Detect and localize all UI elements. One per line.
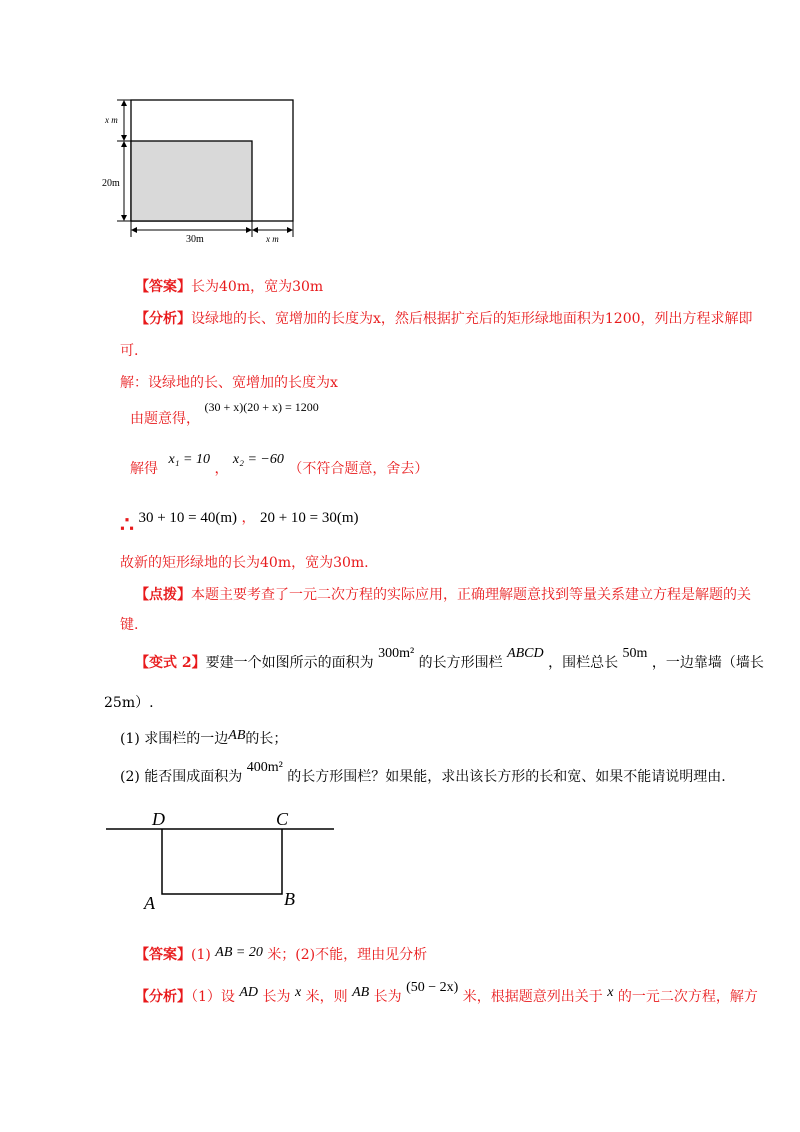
variant-area: 300m² bbox=[378, 646, 415, 661]
variant-answer-line bbox=[135, 944, 427, 964]
variant-text-b: 的长方形围栏 bbox=[418, 655, 503, 671]
variant-answer-tag: 【答案】 bbox=[135, 947, 191, 963]
variant-answer-a: (1) bbox=[191, 947, 211, 963]
variant-text-a: 要建一个如图所示的面积为 bbox=[205, 655, 374, 671]
variant-text-c: ，围栏总长 bbox=[548, 655, 619, 671]
solution-line-3-prefix: 解得 bbox=[130, 461, 158, 477]
figure-fence-abcd bbox=[100, 805, 340, 915]
variant-analysis-line bbox=[135, 980, 758, 1006]
question-2-area: 400m² bbox=[246, 760, 283, 775]
variant-50m: 50m bbox=[622, 646, 648, 661]
variant-analysis-ab: AB bbox=[352, 985, 370, 1000]
root-note: （不符合题意，舍去） bbox=[288, 461, 429, 477]
label-A: A bbox=[144, 893, 155, 913]
analysis-line-2: 可. bbox=[120, 343, 139, 359]
answer-line bbox=[135, 276, 323, 296]
question-2-end: 的长方形围栏？如果能，求出该长方形的长和宽、如果不能请说明理由. bbox=[287, 769, 726, 785]
answer-tag: 【答案】 bbox=[135, 279, 191, 295]
solution-line-2-prefix: 由题意得， bbox=[130, 411, 200, 427]
variant-analysis-d: 长为 bbox=[373, 989, 402, 1005]
variant-answer-b: 米；(2)不能，理由见分析 bbox=[267, 947, 428, 963]
width-calc: 20 + 10 = 30(m) bbox=[259, 510, 359, 526]
inner-gray-rectangle bbox=[131, 141, 252, 221]
variant-line-1 bbox=[135, 646, 764, 672]
label-xm-left: x m bbox=[105, 115, 118, 125]
question-1 bbox=[120, 728, 287, 748]
variant-analysis-a: （1）设 bbox=[191, 989, 235, 1005]
length-calc: 30 + 10 = 40(m) bbox=[138, 510, 238, 526]
label-30m: 30m bbox=[186, 234, 204, 245]
tip-tag: 【点拨】 bbox=[135, 587, 191, 603]
figure-green-rectangle bbox=[100, 95, 300, 245]
variant-analysis-ad: AD bbox=[239, 985, 259, 1000]
variant-analysis-f: 的一元二次方程，解方 bbox=[617, 989, 758, 1005]
question-1-ab: AB bbox=[228, 728, 246, 743]
variant-analysis-x2: x bbox=[607, 985, 614, 1000]
question-1-text: (1) 求围栏的一边 bbox=[120, 731, 229, 747]
root-x1: x₁ = 10 bbox=[168, 452, 210, 467]
variant-abcd: ABCD bbox=[507, 646, 544, 661]
solution-line-3: 解得 x₁ = 10 ， x₂ = −60 （不符合题意，舍去） bbox=[130, 452, 429, 477]
analysis-text-1: 设绿地的长、宽增加的长度为x，然后根据扩充后的矩形绿地面积为1200，列出方程求解即 bbox=[191, 311, 753, 327]
label-C: C bbox=[276, 809, 289, 829]
variant-tag: 【变式 2】 bbox=[135, 655, 206, 671]
variant-line-2: 25m）. bbox=[104, 695, 154, 711]
tip-line-1 bbox=[135, 584, 751, 604]
question-2 bbox=[120, 760, 726, 786]
solution-line-1: 解：设绿地的长、宽增加的长度为x bbox=[120, 375, 338, 391]
variant-analysis-e: 米，根据题意列出关于 bbox=[462, 989, 603, 1005]
answer-text: 长为40m，宽为30m bbox=[191, 279, 324, 295]
question-2-text: (2) 能否围成面积为 bbox=[120, 769, 243, 785]
analysis-line-1 bbox=[135, 308, 753, 328]
equation-main: (30 + x)(20 + x) = 1200 bbox=[204, 400, 319, 414]
question-1-end: 的长； bbox=[245, 731, 288, 747]
variant-answer-eq: AB = 20 bbox=[215, 945, 263, 960]
label-D: D bbox=[152, 809, 165, 829]
label-xm-bottom: x m bbox=[266, 234, 279, 244]
solution-line-4: ∴ 30 + 10 = 40(m) ， 20 + 10 = 30(m) bbox=[120, 510, 359, 538]
tip-line-2: 键. bbox=[120, 617, 139, 633]
analysis-tag: 【分析】 bbox=[135, 311, 191, 327]
fence-outline bbox=[162, 829, 282, 894]
root-x2: x₂ = −60 bbox=[232, 452, 284, 467]
variant-analysis-b: 长为 bbox=[262, 989, 291, 1005]
variant-analysis-c: 米，则 bbox=[305, 989, 348, 1005]
variant-analysis-expr: (50 − 2x) bbox=[406, 980, 459, 995]
label-20m: 20m bbox=[102, 178, 120, 189]
variant-analysis-x: x bbox=[294, 985, 302, 1000]
variant-text-d: ，一边靠墙（墙长 bbox=[651, 655, 764, 671]
tip-text-1: 本题主要考查了一元二次方程的实际应用，正确理解题意找到等量关系建立方程是解题的关 bbox=[191, 587, 751, 603]
variant-analysis-tag: 【分析】 bbox=[135, 989, 191, 1005]
conclusion-line: 故新的矩形绿地的长为40m，宽为30m. bbox=[120, 555, 369, 571]
therefore-symbol: ∴ bbox=[120, 512, 134, 538]
label-B: B bbox=[284, 889, 295, 909]
solution-line-2 bbox=[130, 400, 319, 428]
